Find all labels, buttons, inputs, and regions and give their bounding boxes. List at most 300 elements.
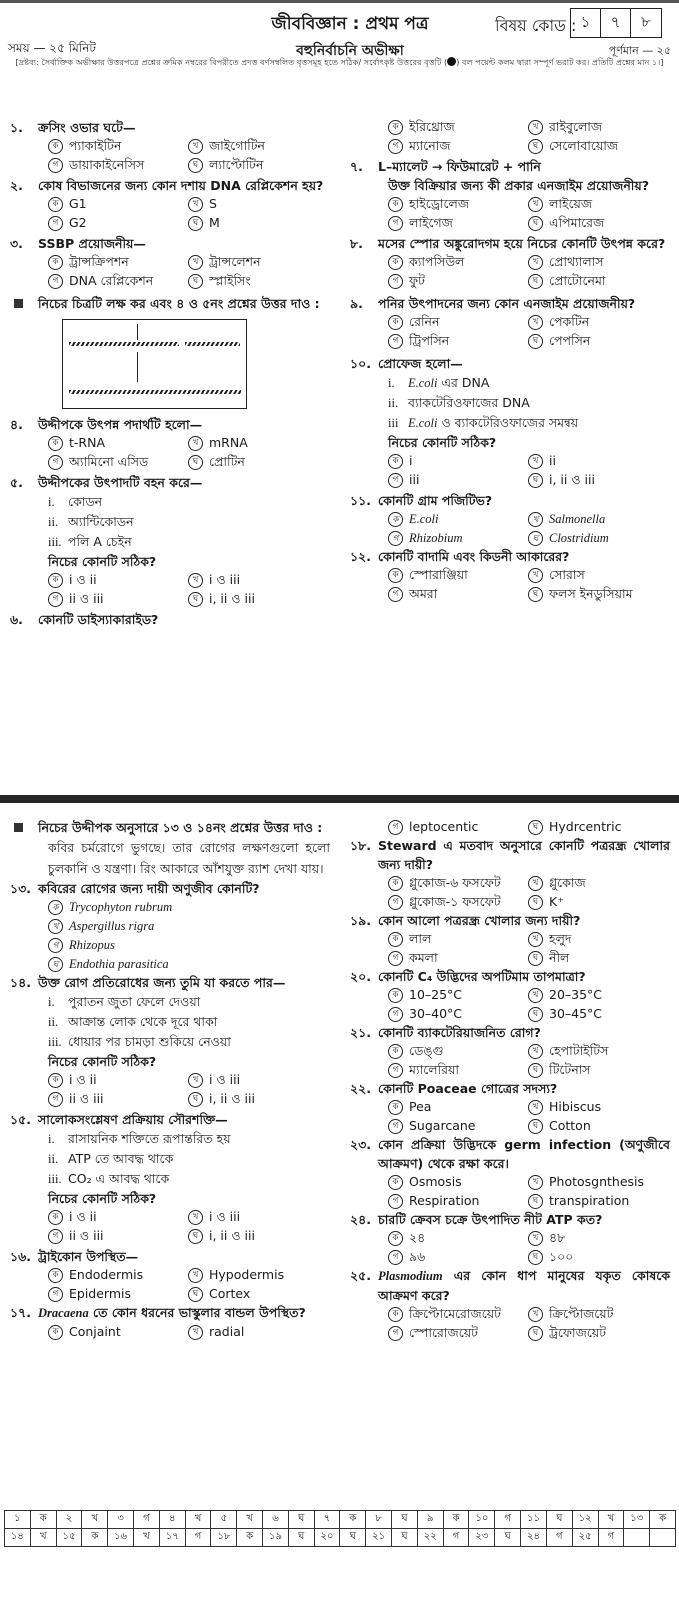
answer-key-answer: গ (443, 1529, 469, 1547)
question-4 (0, 415, 330, 434)
answer-key-answer: ঘ (392, 1511, 418, 1529)
answer-key-question-number: ২ (56, 1511, 82, 1529)
option-ga[interactable] (388, 1324, 528, 1342)
options (340, 566, 670, 603)
option-ka[interactable] (388, 195, 528, 213)
option-marker-ka: ক (388, 568, 403, 583)
option-marker-ga: গ (388, 139, 403, 154)
question-number: ২. (10, 178, 23, 193)
option-kha[interactable] (528, 118, 678, 136)
option-ka[interactable] (388, 510, 528, 528)
option-marker-ka: ক (388, 512, 403, 527)
arrow-down-icon (137, 352, 138, 382)
option-marker-ka: ক (388, 876, 403, 891)
option-kha[interactable] (188, 571, 338, 589)
option-marker-gha: ঘ (528, 1194, 543, 1209)
option-text: এপিমারেজ (549, 215, 605, 230)
option-gha[interactable] (528, 471, 678, 489)
option-marker-kha: খ (528, 315, 543, 330)
answer-key-question-number: ১৮ (211, 1529, 237, 1547)
statement-iii: iii. পলি A চেইন (48, 534, 132, 549)
option-gha[interactable] (528, 949, 678, 967)
options (340, 1173, 670, 1210)
option-ga[interactable] (388, 1248, 528, 1266)
option-gha[interactable] (528, 893, 678, 911)
options (340, 1098, 670, 1135)
option-text: t-RNA (69, 435, 105, 450)
question-22 (340, 1079, 670, 1098)
option-gha[interactable] (188, 214, 338, 232)
question-19 (340, 911, 670, 930)
option-marker-kha: খ (528, 876, 543, 891)
question-13 (0, 879, 330, 898)
option-text: ক্যাপসিউল (409, 254, 465, 269)
option-marker-gha: ঘ (528, 216, 543, 231)
question-text: কোন প্রক্রিয়া উদ্ভিদকে germ infection (অণুজীবে আক্রমণ) থেকে রক্ষা করে। (378, 1137, 670, 1171)
answer-key-answer: খ (134, 1529, 160, 1547)
statement-ii: ii. আক্রান্ত লোক থেকে দূরে থাকা (48, 1014, 218, 1029)
option-kha[interactable] (528, 1042, 678, 1060)
option-ka[interactable] (48, 1266, 188, 1284)
answer-key-question-number: ২৫ (572, 1529, 598, 1547)
option-ka[interactable] (48, 1071, 188, 1089)
question-24 (340, 1210, 670, 1229)
option-kha[interactable] (528, 313, 678, 331)
option-text: গ্লুকোজ (549, 875, 586, 890)
question-number: ৩. (10, 236, 23, 251)
option-ga[interactable] (48, 1090, 188, 1108)
options (340, 253, 670, 290)
answer-key-question-number: ১৫ (56, 1529, 82, 1547)
statement-ii: ii. অ্যান্টিকোডন (48, 514, 134, 529)
option-marker-ga: গ (48, 1229, 63, 1244)
answer-key-answer: ক (650, 1511, 676, 1529)
option-marker-ka: ক (48, 436, 63, 451)
arrow-down-icon (137, 324, 138, 340)
option-text: Hydrcentric (549, 819, 622, 834)
option-marker-ka: ক (388, 1231, 403, 1246)
rna-strand (69, 390, 241, 394)
option-marker-ga: গ (48, 592, 63, 607)
statement-i: i. কোডন (48, 494, 103, 509)
question-text: প্রোফেজ হলো— (378, 356, 463, 371)
option-ga[interactable] (388, 272, 528, 290)
question-17 (0, 1303, 330, 1323)
option-kha[interactable] (528, 195, 678, 213)
option-text: i ও iii (209, 1072, 241, 1087)
question-number: ১২. (350, 549, 371, 564)
question-10 (340, 354, 670, 373)
option-kha[interactable] (188, 1266, 338, 1284)
question-text: ক্রসিং ওভার ঘটে— (38, 120, 136, 135)
answer-key-answer: ঘ (340, 1529, 366, 1547)
instructions-part1: [দ্রষ্টব্য: সৈর্বাক্তিক অভীক্ষার উত্তরপত্রে প্রশ্নের ক্রমিক নম্বরের বিপরীতে প্রদত্ত বর্ণসম্বলিত বৃত্তসমূহ হতে সঠিক/ সর্বোৎকৃষ্ট উত্তরের বৃত্তটি ( (15, 57, 448, 67)
option-ka[interactable] (388, 874, 528, 892)
options-q17-cont (340, 818, 670, 836)
option-marker-ga: গ (388, 1326, 403, 1341)
options (340, 1042, 670, 1079)
option-text: লাইয়েজ (549, 196, 593, 211)
option-kha[interactable] (48, 917, 338, 935)
option-ga[interactable] (388, 949, 528, 967)
option-marker-gha: ঘ (528, 473, 543, 488)
option-ga[interactable] (388, 1061, 528, 1079)
option-text: ক্রিপ্টোমেরোজয়েট (409, 1306, 501, 1321)
option-text: অ্যামিনো এসিড (69, 454, 149, 469)
option-text: i (409, 453, 413, 468)
option-marker-ka: ক (48, 573, 63, 588)
option-kha[interactable] (528, 1098, 678, 1116)
option-kha[interactable] (188, 1323, 338, 1341)
stimulus-square-icon (14, 823, 23, 832)
option-gha[interactable] (48, 955, 338, 973)
question-number: ২২. (350, 1081, 372, 1096)
option-kha[interactable] (528, 452, 678, 470)
option-ka[interactable] (388, 452, 528, 470)
option-text: Osmosis (409, 1174, 462, 1189)
instructions (4, 56, 675, 69)
option-text: ফুট (409, 273, 425, 288)
option-text: স্প্লাইসিং (209, 273, 251, 288)
option-marker-kha: খ (528, 1307, 543, 1322)
option-text: i ও ii (69, 572, 97, 587)
option-kha[interactable] (188, 1208, 338, 1226)
option-ka[interactable] (388, 1305, 528, 1323)
question-3 (0, 234, 330, 253)
option-text: Endodermis (69, 1267, 144, 1282)
option-text: প্রোথ্যালাস (549, 254, 604, 269)
option-text: জাইগোটিন (209, 138, 265, 153)
question-text: Dracaena তে কোন ধরনের ভাস্কুলার বান্ডল উপস্থিত? (38, 1305, 306, 1320)
option-text: 20–35°C (549, 987, 603, 1002)
option-marker-ga: গ (48, 1287, 63, 1302)
options (0, 1208, 330, 1245)
answer-key-answer: ঘ (392, 1529, 418, 1547)
question-25 (340, 1266, 670, 1305)
option-gha[interactable] (528, 214, 678, 232)
option-text: 10–25°C (409, 987, 463, 1002)
option-marker-ga: গ (388, 1063, 403, 1078)
option-marker-ga: গ (388, 1119, 403, 1134)
stimulus-square-icon (14, 299, 23, 308)
option-ka[interactable] (388, 566, 528, 584)
option-gha[interactable] (188, 1090, 338, 1108)
option-text: Sugarcane (409, 1118, 476, 1133)
options (340, 1305, 670, 1342)
question-number: ১৫. (10, 1112, 31, 1127)
answer-key-question-number: ১১ (521, 1511, 547, 1529)
option-gha[interactable] (188, 1285, 338, 1303)
option-kha[interactable] (188, 195, 338, 213)
option-gha[interactable] (188, 156, 338, 174)
option-gha[interactable] (528, 818, 678, 836)
option-text: ৯৬ (409, 1249, 426, 1264)
option-ga[interactable] (48, 1285, 188, 1303)
answer-row-2 (5, 1529, 676, 1547)
option-ka[interactable] (388, 253, 528, 271)
option-ga[interactable] (388, 332, 528, 350)
option-kha[interactable] (188, 434, 338, 452)
option-text: ২৪ (409, 1230, 426, 1245)
option-ga[interactable] (388, 1117, 528, 1135)
option-marker-ka: ক (48, 1210, 63, 1225)
question-text: কোনটি বাদামি এবং কিডনী আকারের? (378, 549, 570, 564)
option-kha[interactable] (528, 986, 678, 1004)
option-ka[interactable] (48, 898, 338, 916)
option-ka[interactable] (48, 571, 188, 589)
option-kha[interactable] (528, 874, 678, 892)
option-text: প্রোটোনেমা (549, 273, 606, 288)
question-text: পনির উৎপাদনের জন্য কোন এনজাইম প্রয়োজনীয়? (378, 296, 636, 311)
option-text: গ্লুকোজ-৬ ফসফেট (409, 875, 501, 890)
option-ga[interactable] (388, 893, 528, 911)
option-gha[interactable] (528, 137, 678, 155)
option-text: ম্যালেরিয়া (409, 1062, 459, 1077)
option-ka[interactable] (48, 253, 188, 271)
option-marker-ga: গ (388, 895, 403, 910)
code-digit: ৭ (601, 9, 631, 37)
option-ga[interactable] (48, 1227, 188, 1245)
option-marker-ka: ক (48, 900, 63, 915)
option-text: S (209, 196, 217, 211)
option-ka[interactable] (48, 1323, 188, 1341)
option-ga[interactable] (48, 214, 188, 232)
option-marker-kha: খ (528, 988, 543, 1003)
option-text: সোরাস (549, 567, 585, 582)
answer-row-1 (5, 1511, 676, 1529)
answer-key-question-number: ২১ (366, 1529, 392, 1547)
option-kha[interactable] (528, 1305, 678, 1323)
option-marker-kha: খ (528, 1100, 543, 1115)
option-text: i ও iii (209, 1209, 241, 1224)
option-text: ii (549, 453, 556, 468)
option-marker-ga: গ (48, 274, 63, 289)
option-ga[interactable] (388, 585, 528, 603)
option-marker-gha: ঘ (188, 1287, 203, 1302)
answer-key-question-number: ৯ (417, 1511, 443, 1529)
option-marker-ka: ক (388, 120, 403, 135)
answer-key-question-number: ১ (5, 1511, 31, 1529)
question-stem: নিচের কোনটি সঠিক? (48, 554, 157, 569)
option-marker-kha: খ (528, 1175, 543, 1190)
answer-key-answer: ক (443, 1511, 469, 1529)
question-text: ট্রাইকোন উপস্থিত— (38, 1249, 139, 1264)
option-ga[interactable] (388, 471, 528, 489)
question-text: কবিরের রোগের জন্য দায়ী অণুজীব কোনটি? (38, 881, 260, 896)
option-text: i, ii ও iii (209, 591, 255, 606)
option-marker-ka: ক (388, 988, 403, 1003)
option-ka[interactable] (388, 930, 528, 948)
options (0, 253, 330, 290)
code-digit: ১ (571, 9, 601, 37)
option-kha[interactable] (528, 930, 678, 948)
option-text: Salmonella (549, 512, 606, 526)
page1-left-column (0, 118, 330, 629)
option-ga[interactable] (388, 1192, 528, 1210)
option-gha[interactable] (528, 529, 678, 547)
option-ga[interactable] (388, 1005, 528, 1023)
option-marker-gha: ঘ (528, 951, 543, 966)
option-gha[interactable] (188, 272, 338, 290)
option-ka[interactable] (388, 1173, 528, 1191)
question-stem: উক্ত বিক্রিয়ার জন্য কী প্রকার এনজাইম প্রয়োজনীয়? (388, 178, 649, 193)
question-23 (340, 1135, 670, 1173)
question-text: কোনটি Poaceae গোত্রের সদস্য? (378, 1081, 558, 1096)
option-text: DNA রেপ্লিকেশন (69, 273, 154, 288)
statement-iii: iii. ধোয়ার পর চামড়া শুকিয়ে নেওয়া (48, 1034, 231, 1049)
option-ka[interactable] (388, 1229, 528, 1247)
option-gha[interactable] (528, 1248, 678, 1266)
option-kha[interactable] (528, 1229, 678, 1247)
dna-transcription-diagram (62, 319, 247, 409)
option-marker-kha: খ (528, 255, 543, 270)
option-marker-ga: গ (48, 158, 63, 173)
option-gha[interactable] (528, 1324, 678, 1342)
option-kha[interactable] (188, 253, 338, 271)
option-ga[interactable] (48, 936, 338, 954)
options (340, 452, 670, 489)
options (0, 137, 330, 174)
question-number: ১৯. (350, 913, 371, 928)
option-kha[interactable] (528, 1173, 678, 1191)
option-gha[interactable] (188, 590, 338, 608)
statement-ii: ii. ব্যাকটেরিওফাজের DNA (388, 395, 530, 410)
instructions-part2: ) বল পয়েন্ট কলম দ্বারা সম্পূর্ণ ভরাট কর। প্রতিটি প্রশ্নের মান ১।] (456, 57, 664, 67)
option-marker-ka: ক (48, 1325, 63, 1340)
option-text: radial (209, 1324, 245, 1339)
option-marker-gha: ঘ (528, 587, 543, 602)
question-text: উদ্দীপকের উৎপাদটি বহন করে— (38, 475, 203, 490)
question-text: চারটি ক্রেবস চক্রে উৎপাদিত নীট ATP কত? (378, 1212, 603, 1227)
question-text: উদ্দীপকে উৎপন্ন পদার্থটি হলো— (38, 417, 203, 432)
question-text: কোষ বিভাজনের জন্য কোন দশায় DNA রেপ্লিকেশন হয়? (38, 178, 324, 193)
option-kha[interactable] (528, 566, 678, 584)
option-kha[interactable] (188, 137, 338, 155)
stimulus-body: কবির চর্মরোগে ভুগছে। তার রোগের লক্ষণগুলো হলো চুলকানি ও যন্ত্রণা। রিং আকারে আঁশযুক্ত র‍্যাশ দেখা যায়। (48, 840, 330, 876)
option-gha[interactable] (528, 1192, 678, 1210)
option-ka[interactable] (48, 137, 188, 155)
option-marker-gha: ঘ (48, 957, 63, 972)
option-ka[interactable] (48, 1208, 188, 1226)
option-text: গ্লুকোজ-১ ফসফেট (409, 894, 501, 909)
option-ka[interactable] (388, 1042, 528, 1060)
option-gha[interactable] (528, 272, 678, 290)
option-ka[interactable] (48, 434, 188, 452)
option-gha[interactable] (528, 1005, 678, 1023)
option-ga[interactable] (48, 156, 188, 174)
option-text: ইরিথ্রোজ (409, 119, 455, 134)
option-marker-gha: ঘ (528, 1250, 543, 1265)
option-text: G1 (69, 196, 87, 211)
option-marker-gha: ঘ (528, 531, 543, 546)
option-gha[interactable] (188, 1227, 338, 1245)
option-text: রেনিন (409, 314, 440, 329)
statement-i: i. রাসায়নিক শক্তিতে রূপান্তরিত হয় (48, 1131, 231, 1146)
option-ga[interactable] (388, 818, 528, 836)
option-ka[interactable] (388, 118, 528, 136)
option-gha[interactable] (528, 585, 678, 603)
option-marker-gha: ঘ (528, 1007, 543, 1022)
option-ga[interactable] (388, 529, 528, 547)
option-gha[interactable] (528, 1117, 678, 1135)
dna-strand (69, 342, 179, 346)
option-ka[interactable] (48, 195, 188, 213)
option-text: Cotton (549, 1118, 591, 1133)
option-marker-ga: গ (388, 951, 403, 966)
option-marker-kha: খ (48, 919, 63, 934)
options (340, 1229, 670, 1266)
option-marker-kha: খ (528, 1231, 543, 1246)
option-marker-kha: খ (188, 139, 203, 154)
option-text: অমরা (409, 586, 438, 601)
option-text: mRNA (209, 435, 248, 450)
option-text: লাইগেজ (409, 215, 453, 230)
answer-key-question-number: ৪ (159, 1511, 185, 1529)
answer-key-question-number: ১৪ (5, 1529, 31, 1547)
option-text: ১০০ (549, 1249, 574, 1264)
option-text: Rhizopus (69, 938, 115, 952)
question-number: ২১. (350, 1025, 371, 1040)
option-text: পেপসিন (549, 333, 591, 348)
question-14 (0, 973, 330, 992)
option-ga[interactable] (48, 590, 188, 608)
option-ka[interactable] (388, 986, 528, 1004)
option-ga[interactable] (388, 137, 528, 155)
option-marker-ga: গ (388, 820, 403, 835)
option-text: টিটেনাস (549, 1062, 591, 1077)
option-marker-kha: খ (528, 197, 543, 212)
question-text: কোনটি ব্যাকটেরিয়াজনিত রোগ? (378, 1025, 541, 1040)
option-marker-ka: ক (388, 454, 403, 469)
option-gha[interactable] (528, 332, 678, 350)
page2-left-column (0, 818, 330, 1341)
answer-key-answer: ক (237, 1529, 263, 1547)
answer-key-answer: গ (546, 1529, 572, 1547)
option-text: নীল (549, 950, 570, 965)
question-7 (340, 157, 670, 176)
option-text: ৪৮ (549, 1230, 566, 1245)
stimulus-13-14 (0, 818, 330, 837)
option-ka[interactable] (388, 1098, 528, 1116)
option-marker-ga: গ (388, 1250, 403, 1265)
option-ka[interactable] (388, 313, 528, 331)
option-text: হাইড্রোলেজ (409, 196, 470, 211)
question-stem: নিচের কোনটি সঠিক? (48, 1191, 157, 1206)
option-ga[interactable] (388, 214, 528, 232)
option-kha[interactable] (188, 1071, 338, 1089)
option-gha[interactable] (188, 453, 338, 471)
code-digit: ৮ (641, 12, 651, 31)
option-marker-ga: গ (388, 216, 403, 231)
option-ga[interactable] (48, 272, 188, 290)
answer-key-answer: গ (185, 1529, 211, 1547)
option-gha[interactable] (528, 1061, 678, 1079)
option-text: ii ও iii (69, 591, 104, 606)
question-16 (0, 1247, 330, 1266)
option-text: i, ii ও iii (209, 1228, 255, 1243)
option-kha[interactable] (528, 253, 678, 271)
question-number: ২৩. (350, 1137, 372, 1152)
option-ga[interactable] (48, 453, 188, 471)
option-marker-gha: ঘ (528, 820, 543, 835)
option-marker-ga: গ (388, 334, 403, 349)
option-marker-ga: গ (388, 1194, 403, 1209)
option-kha[interactable] (528, 510, 678, 528)
answer-key-answer: ঘ (495, 1529, 521, 1547)
option-marker-kha: খ (528, 568, 543, 583)
option-marker-ka: ক (48, 197, 63, 212)
option-text: ডায়াকাইনেসিস (69, 157, 145, 172)
